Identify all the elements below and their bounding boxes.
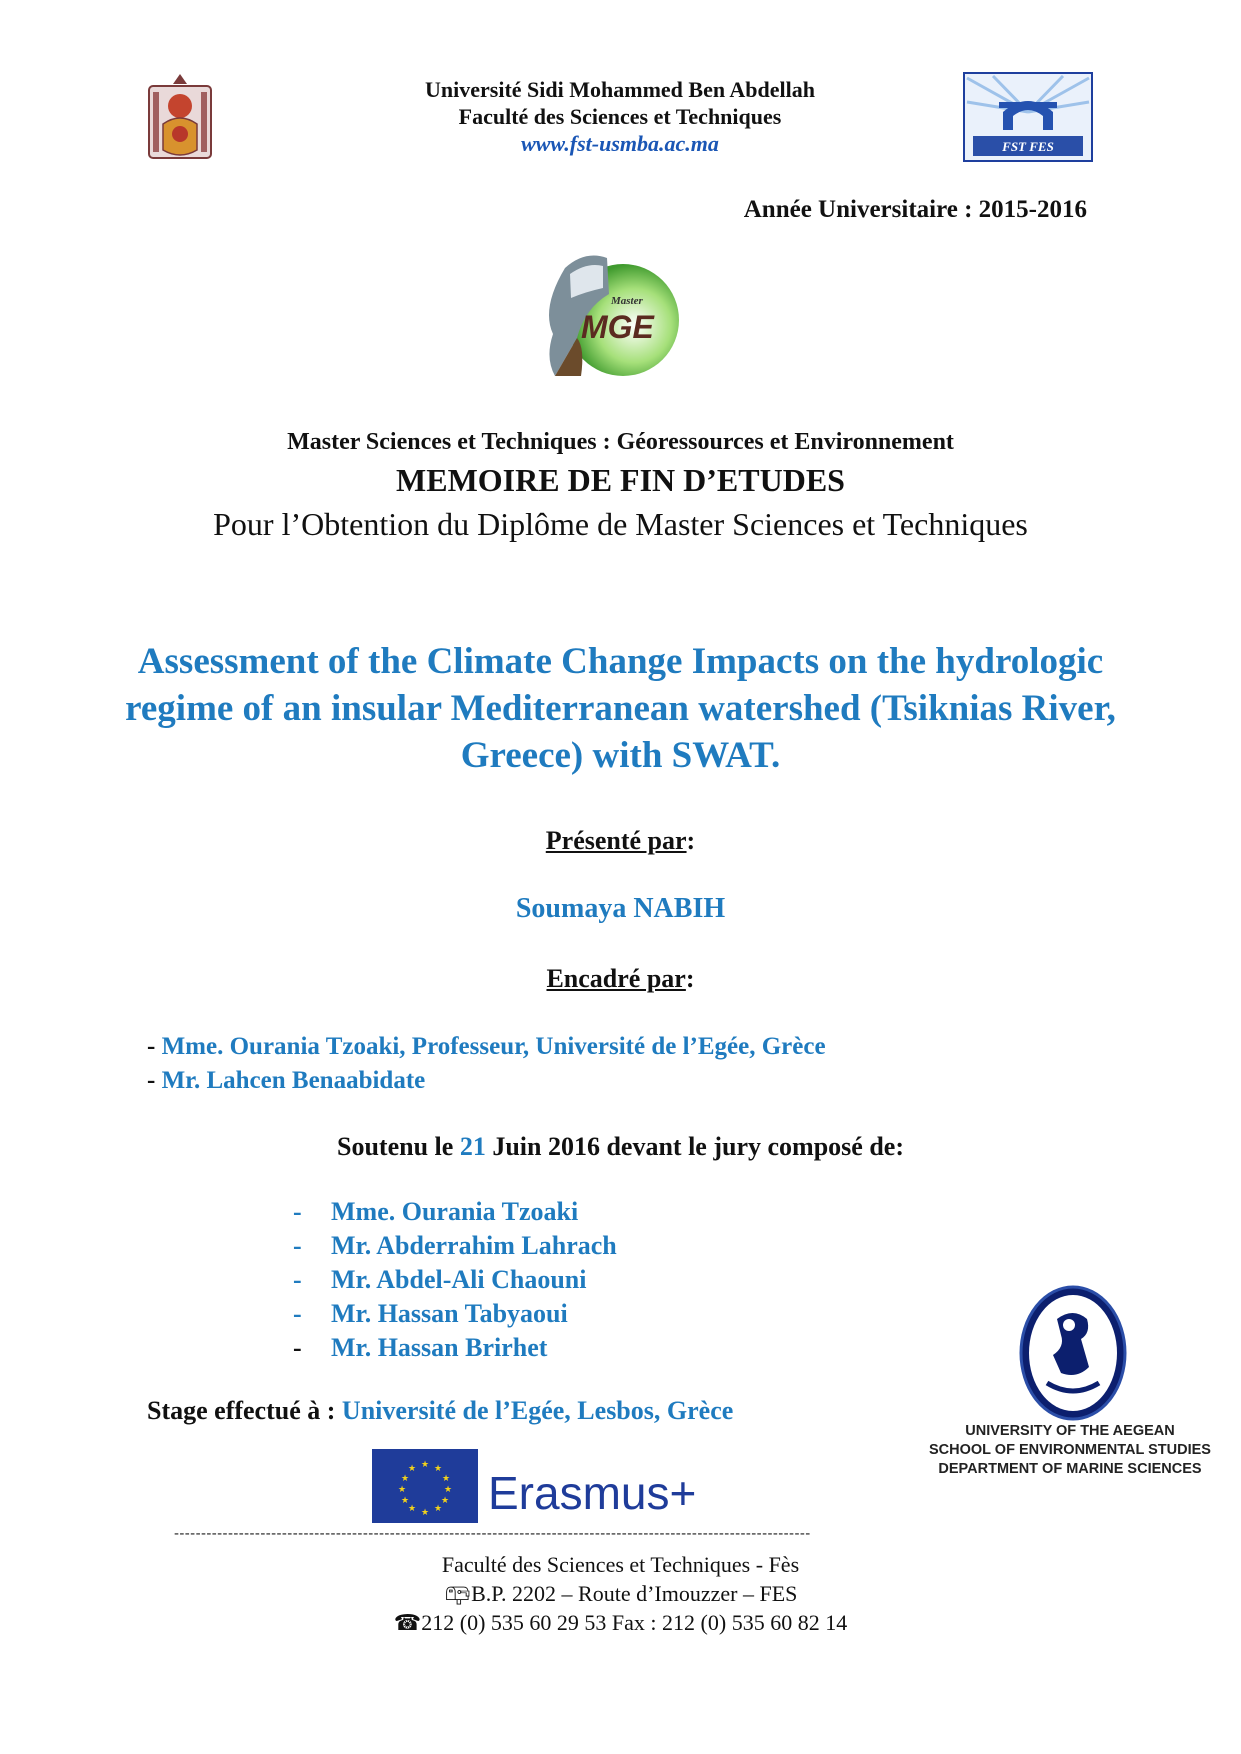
footer-address: 📪︎ B.P. 2202 – Route d’Imouzzer – FES (443, 1581, 798, 1606)
website-link[interactable]: www.fst-usmba.ac.ma (521, 131, 719, 156)
master-mge-logo (525, 248, 685, 393)
university-name: Université Sidi Mohammed Ben Abdellah (425, 77, 815, 102)
erasmus-plus-logo (372, 1445, 730, 1527)
erasmus-label: Erasmus+ (488, 1467, 697, 1519)
program-name: Master Sciences et Techniques : Géoressources et Environnement (287, 429, 954, 455)
mge-logo-small-text: Master (611, 295, 643, 307)
svg-text:★: ★ (441, 1474, 451, 1484)
svg-text:★: ★ (407, 1504, 417, 1514)
jury-member: - Mr. Hassan Brirhet (293, 1333, 548, 1362)
svg-text:★: ★ (420, 1460, 430, 1470)
svg-text:★: ★ (443, 1485, 453, 1495)
supervisor-list (147, 1030, 826, 1098)
faculty-name: Faculté des Sciences et Techniques (458, 104, 782, 129)
footer-faculty: Faculté des Sciences et Techniques - Fès (441, 1552, 800, 1577)
presented-by-label: Présenté par: (545, 826, 696, 855)
author-name: Soumaya NABIH (515, 893, 726, 924)
diploma-purpose: Pour l’Obtention du Diplôme de Master Sciences et Techniques (213, 506, 1028, 542)
fst-logo-text: FST FES (1002, 139, 1054, 154)
footer-phone: ☎ 212 (0) 535 60 29 53 Fax : 212 (0) 535 60 82 14 (393, 1610, 848, 1635)
jury-member: - Mr. Hassan Tabyaoui (293, 1299, 568, 1328)
internship-location: Stage effectué à : Université de l’Egée, Lesbos, Grèce (147, 1396, 734, 1425)
svg-text:★: ★ (400, 1496, 410, 1506)
mailbox-icon: 📪︎ (443, 1581, 472, 1606)
svg-text:★: ★ (400, 1474, 410, 1484)
mge-logo-big-text: MGE (581, 309, 654, 345)
academic-year: Année Universitaire : 2015-2016 (743, 196, 1087, 223)
svg-text:★: ★ (440, 1496, 450, 1506)
supervisor-item: - Mr. Lahcen Benaabidate (147, 1067, 426, 1094)
jury-member: - Mr. Abdel-Ali Chaouni (293, 1265, 587, 1294)
phone-icon: ☎ (393, 1610, 422, 1635)
aegean-university-text: UNIVERSITY OF THE AEGEAN SCHOOL OF ENVIRONMENTAL STUDIES DEPARTMENT OF MARINE SCIENCES (929, 1423, 1211, 1477)
svg-text:★: ★ (397, 1485, 407, 1495)
supervisor-item: - Mme. Ourania Tzoaki, Professeur, Université de l’Egée, Grèce (147, 1033, 826, 1060)
document-type: MEMOIRE DE FIN D’ETUDES (396, 462, 845, 498)
defense-statement: Soutenu le 21 Juin 2016 devant le jury composé de: (337, 1132, 904, 1161)
institution-header (320, 76, 920, 157)
jury-member: - Mr. Abderrahim Lahrach (293, 1231, 617, 1260)
jury-list (293, 1195, 617, 1365)
supervised-by-label: Encadré par: (546, 964, 695, 993)
fst-fes-logo (963, 72, 1093, 162)
svg-text:★: ★ (407, 1464, 417, 1474)
footer-divider: ---------------------------------------------------------------------------------------------------------------------- (174, 1525, 811, 1542)
jury-member: - Mme. Ourania Tzoaki (293, 1197, 579, 1226)
aegean-university-emblem (1017, 1283, 1129, 1423)
svg-text:★: ★ (433, 1464, 443, 1474)
thesis-title: Assessment of the Climate Change Impacts on the hydrologic regime of an insular Mediterranean watershed (Tsiknias River, Greece) with SWAT. (125, 641, 1116, 776)
defense-day: 21 (459, 1132, 486, 1161)
svg-text:★: ★ (420, 1508, 430, 1518)
footer-contact (0, 1550, 1241, 1637)
university-crest-logo (143, 72, 217, 164)
svg-text:★: ★ (433, 1504, 443, 1514)
